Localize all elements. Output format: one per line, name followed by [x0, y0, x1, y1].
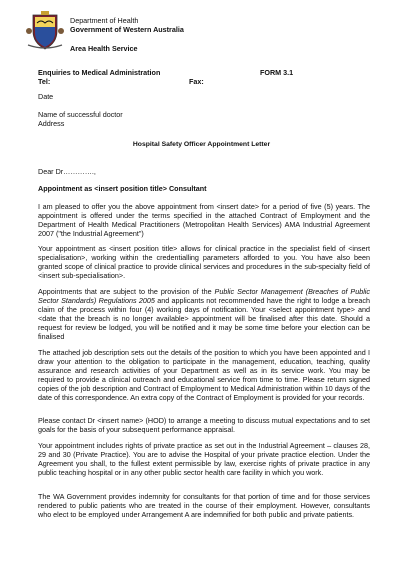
enquiries-label: Enquiries to Medical Administration [38, 68, 161, 77]
department-name: Department of Health [70, 16, 139, 25]
recipient-address [38, 110, 123, 128]
paragraph-private-practice: Your appointment includes rights of private practice as set out in the Industrial Agreement – clauses 28, 29 and 30 (Private Practice). You are to advise the Hospital of your private practice election. Under the Agreement you shall, to the fullest extent permissible by law, exercise rights of private practice in any public teaching hospital or in any other public sector health care facility in which you work. [38, 441, 370, 478]
subject-line: Appointment as <insert position title> Consultant [38, 184, 207, 193]
form-number: FORM 3.1 [260, 68, 294, 77]
tel-label: Tel: [38, 77, 51, 86]
paragraph-contact: Please contact Dr <insert name> (HOD) to arrange a meeting to discuss mutual expectations and to set goals for the basis of your subsequent performance appraisal. [38, 416, 370, 435]
recipient-address-line: Address [38, 119, 65, 128]
date-line: Date [38, 92, 54, 101]
salutation: Dear Dr…………., [38, 167, 96, 176]
department-heading [70, 16, 184, 34]
enquiries-block [38, 68, 160, 86]
fax-label: Fax: [189, 77, 204, 86]
letter-title: Hospital Safety Officer Appointment Letter [132, 141, 271, 148]
wa-government-crest-icon [26, 11, 64, 52]
paragraph-scope: Your appointment as <insert position title> allows for clinical practice in the specialist field of <insert specialisation>, working within the credentialling parameters afforded to you. You have also been granted scope of clinical practice to provide clinical services and procedures in the sub-specialty field of <insert sub-specialisation>. [38, 244, 370, 281]
paragraph-indemnity: The WA Government provides indemnity for consultants for that portion of time and for those services rendered to public patients who are treated in the course of their employment. However, consultants who elect to be employed under Arrangement A are indemnified for both public and private patients. [38, 492, 370, 520]
paragraph-job-description: The attached job description sets out the details of the position to which you have been appointed and I draw your attention to the obligation to participate in the management, education, teaching, quality assurance and research activities of your Department as well as in its service work. You may be required to provide a clinical outreach and educational service from time to time. Please return signed copies of the job description and Contract of Employment to Medical Administration within 10 days of the date of this correspondence. An extra copy of the Contract of Employment is provided for your records. [38, 348, 370, 403]
area-health-service: Area Health Service [70, 44, 138, 53]
paragraph-breach: Appointments that are subject to the provision of the Public Sector Management (Breaches of Public Sector Standards) Regulations 2005 and applicants not recommended have the right to lodge a breach claim of the process within four (4) working days of notification. Your <select appointment type> and <date that the breach is no longer available> appointment will be finalised after this date. Should a request for review be lodged, you will be notified and it may be some time before your election can be finalised [38, 287, 370, 342]
paragraph-offer: I am pleased to offer you the above appointment from <insert date> for a period of five (5) years. The appointment is offered under the terms specified in the attached Contract of Employment and the Department of Health Medical Practitioners (Metropolitan Health Services) AMA Industrial Agreement 2007 ("the Industrial Agreement") [38, 202, 370, 239]
government-name: Government of Western Australia [70, 25, 184, 34]
recipient-name: Name of successful doctor [38, 110, 123, 119]
